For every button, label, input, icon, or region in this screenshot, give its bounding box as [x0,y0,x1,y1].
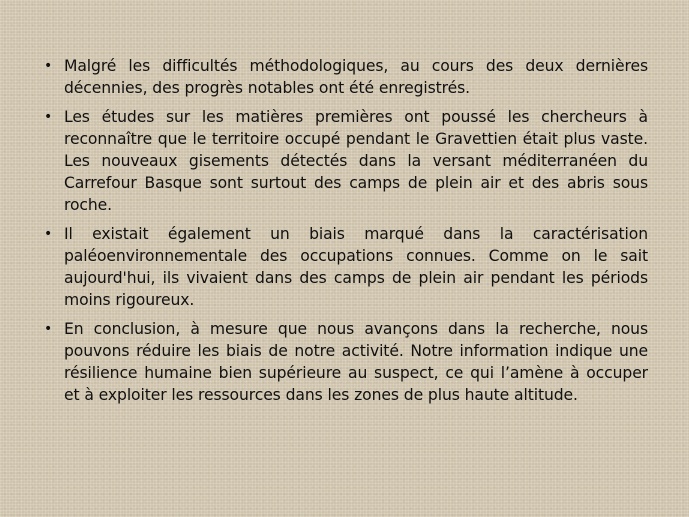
bullet-text-4: En conclusion, à mesure que nous avançons dans la recherche, nous pouvons réduire les biais de notre activité. Notre information indique une résilience humaine bien supérieure au suspect, ce qui l’amène à occuper et à exploiter les ressources dans les zones de plus haute altitude. [64,320,648,404]
bullet-dot-icon: • [44,109,53,125]
bullet-text-2: Les études sur les matières premières ont poussé les chercheurs à reconnaître que le territoire occupé pendant le Gravettien était plus vaste. Les nouveaux gisements détectés dans la versant méditerranéen du Carrefour Basque sont surtout des camps de plein air et des abris sous roche. [64,108,648,214]
bullet-item-4 [44,318,648,406]
bullet-dot-icon: • [44,321,53,337]
bullet-dot-icon: • [44,226,53,242]
bullet-text-1: Malgré les difficultés méthodologiques, au cours des deux dernières décennies, des progrès notables ont été enregistrés. [64,57,648,97]
bullet-list [44,55,648,413]
bullet-item-3 [44,223,648,311]
bullet-item-2 [44,106,648,216]
bullet-item-1 [44,55,648,99]
bullet-text-3: Il existait également un biais marqué dans la caractérisation paléoenvironnementale des occupations connues. Comme on le sait aujourd'hui, ils vivaient dans des camps de plein air pendant les périods moins rigoureux. [64,225,648,309]
bullet-dot-icon: • [44,58,53,74]
